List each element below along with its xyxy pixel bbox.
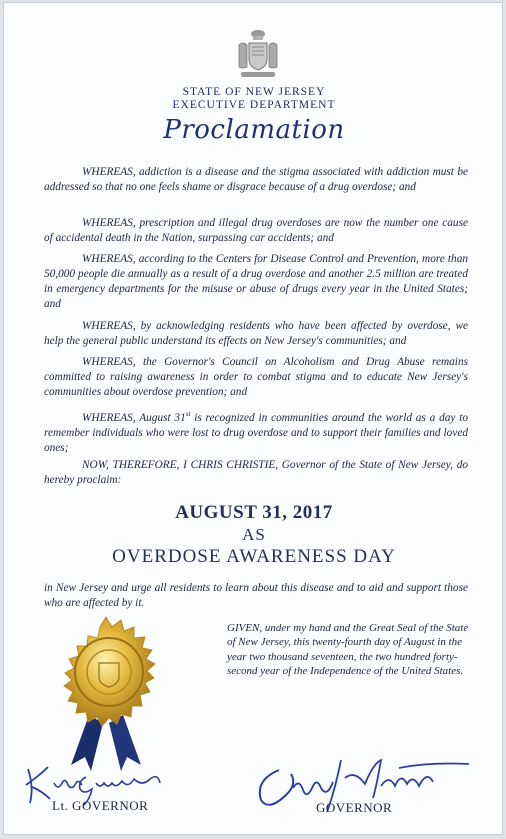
governor-label: GOVERNOR — [316, 800, 393, 815]
lt-governor-label: Lt. GOVERNOR — [52, 798, 149, 813]
given-clause: GIVEN, under my hand and the Great Seal of the State of New Jersey, this twenty-fourth day of August in the year two thousand seventeen, the two hundred forty-second year of the Independence of the United States. — [227, 622, 469, 677]
proclaimed-day-name: OVERDOSE AWARENESS DAY — [112, 546, 396, 567]
proclaimed-date: AUGUST 31, 2017 — [175, 502, 333, 523]
department-line: EXECUTIVE DEPARTMENT — [172, 99, 336, 111]
whereas-clause-4: WHEREAS, by acknowledging residents who have been affected by overdose, we help the general public understand its effects on New Jersey's communities; and — [44, 320, 468, 347]
whereas-clause-5: WHEREAS, the Governor's Council on Alcoholism and Drug Abuse remains committed to raising awareness in order to combat stigma and to educate New Jersey's communities about overdose prevention; and — [44, 356, 468, 398]
nj-state-crest-icon — [235, 27, 281, 79]
whereas-clause-1: WHEREAS, addiction is a disease and the stigma associated with addiction must be addressed so that no one feels shame or disgrace because of a drug overdose; and — [44, 166, 468, 193]
whereas-clause-3: WHEREAS, according to the Centers for Disease Control and Prevention, more than 50,000 people die annually as a result of a drug overdose and another 2.5 million are treated in emergency departments for the misuse or abuse of drugs every year in the United States; and — [44, 253, 468, 310]
proclaimed-as: AS — [242, 525, 266, 544]
closing-clause: in New Jersey and urge all residents to learn about this disease and to aid and support those who are affected by it. — [44, 582, 468, 609]
whereas-clause-6: WHEREAS, August 31st is recognized in communities around the world as a day to remember individuals who were lost to drug overdose and to support their families and loved ones; — [44, 410, 468, 454]
proclamation-document — [3, 2, 503, 835]
now-therefore-clause: NOW, THEREFORE, I CHRIS CHRISTIE, Governor of the State of New Jersey, do hereby proclaim: — [44, 459, 468, 486]
gold-seal-icon — [41, 615, 171, 775]
proclamation-title: Proclamation — [163, 115, 345, 145]
state-line: STATE OF NEW JERSEY — [182, 86, 326, 98]
whereas-clause-2: WHEREAS, prescription and illegal drug overdoses are now the number one cause of accidental death in the Nation, surpassing car accidents; and — [44, 217, 468, 244]
